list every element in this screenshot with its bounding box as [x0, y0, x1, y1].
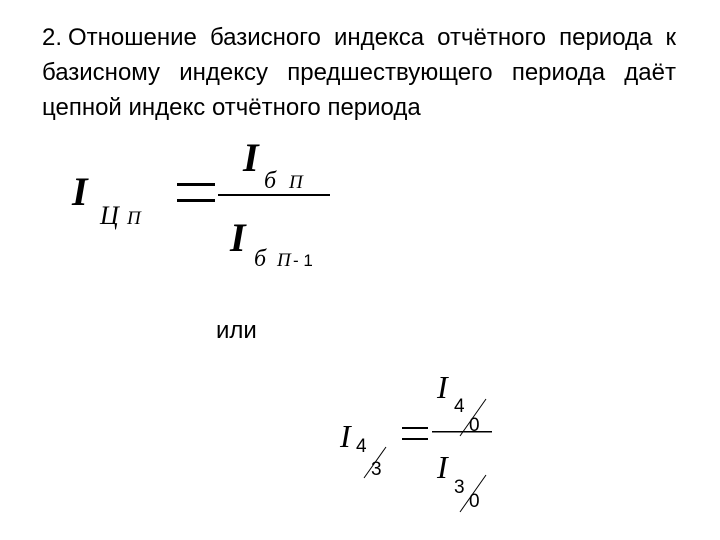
- item-number: 2.: [42, 24, 63, 51]
- numerator-subscript-period: П: [289, 172, 303, 193]
- numerator-subscript-base: б: [264, 168, 277, 194]
- example-equals-bottom-bar: [402, 438, 428, 440]
- lhs-index-symbol: I: [72, 169, 88, 214]
- or-separator: или: [216, 317, 257, 344]
- example-numerator-index-symbol: I: [437, 369, 448, 405]
- numerator-index-symbol: I: [243, 135, 259, 180]
- denominator-index-symbol: I: [230, 215, 246, 260]
- example-numerator-base-period: 0: [469, 415, 480, 436]
- denominator-subscript-minus-one: - 1: [293, 251, 313, 270]
- definition-text: Отношение базисного индекса отчётного периода к базисному индексу предшествующего периода даёт цепной индекс отчётного периода: [42, 24, 676, 121]
- example-fraction-line: [432, 431, 492, 433]
- lhs-subscript-chain: Ц: [100, 201, 119, 230]
- example-lhs-current-period: 4: [356, 436, 367, 457]
- example-denominator-previous-period: 3: [454, 477, 465, 498]
- example-lhs-index-symbol: I: [340, 418, 351, 454]
- example-denominator-index-symbol: I: [437, 449, 448, 485]
- example-equals-top-bar: [402, 427, 428, 429]
- example-lhs-previous-period: 3: [371, 459, 382, 480]
- denominator-subscript-base: б: [254, 246, 267, 272]
- example-numerator-current-period: 4: [454, 396, 465, 417]
- lhs-subscript-period: П: [127, 208, 141, 229]
- denominator-subscript-period: П: [277, 250, 291, 271]
- example-denominator-base-period: 0: [469, 491, 480, 512]
